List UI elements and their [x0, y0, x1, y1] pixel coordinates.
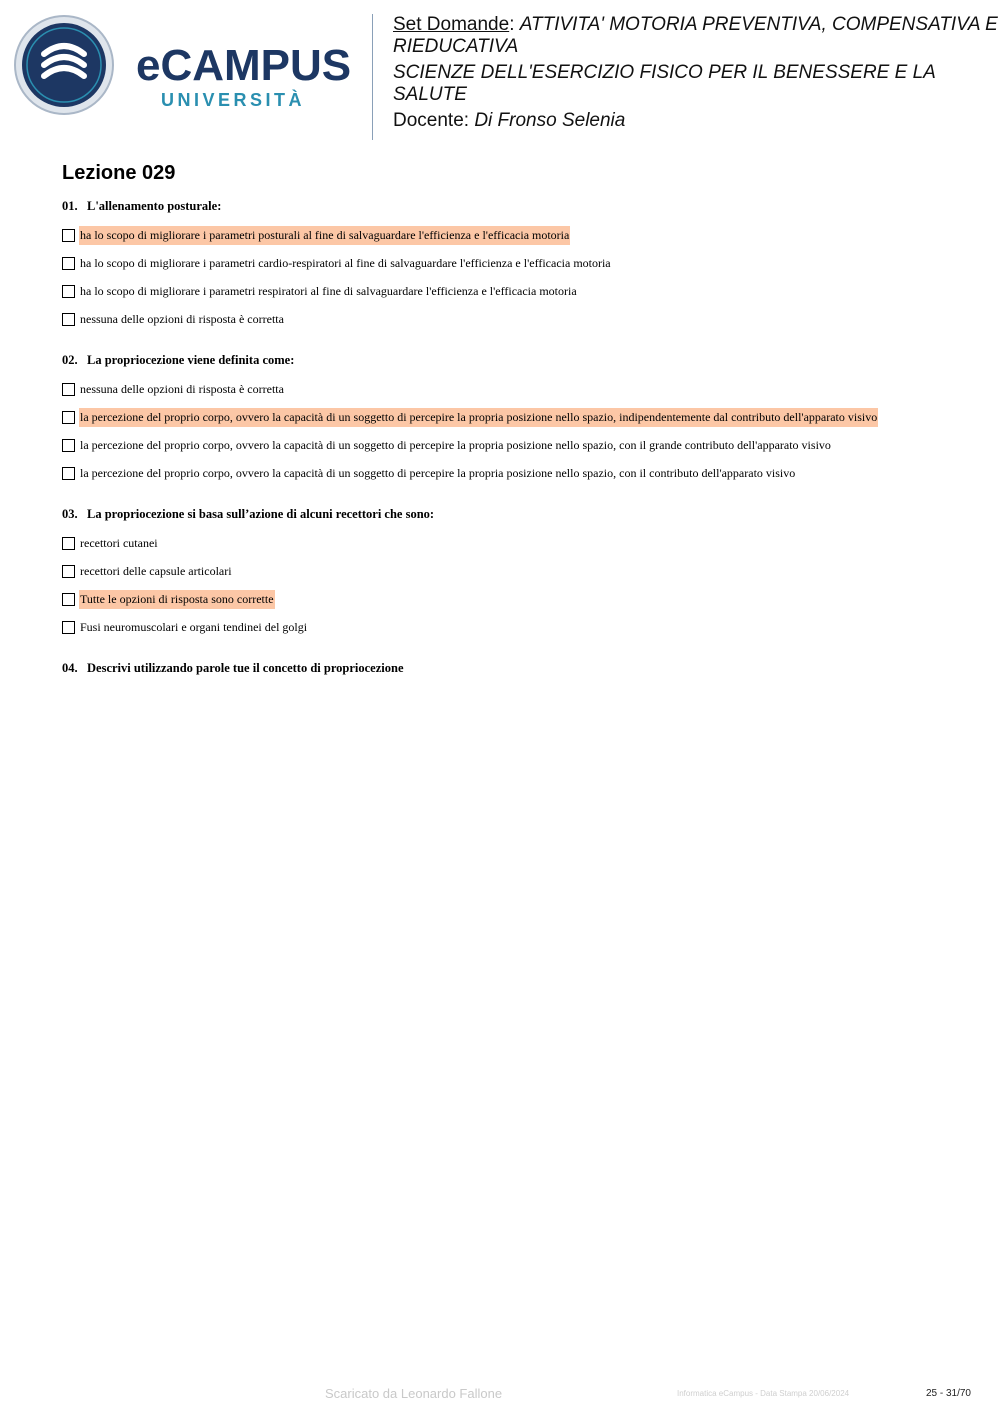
answer-text: nessuna delle opzioni di risposta è corretta: [80, 381, 284, 396]
page-header: [0, 0, 1000, 150]
logo-brand-text: eCAMPUS: [136, 41, 352, 90]
logo-subtitle-text: UNIVERSITÀ: [161, 90, 306, 110]
answer-checkbox[interactable]: [62, 257, 75, 270]
answer-checkbox[interactable]: [62, 467, 75, 480]
question-number: 03.: [62, 507, 78, 521]
answer-text: la percezione del proprio corpo, ovvero la capacità di un soggetto di percepire la propria posizione nello spazio, indipendentemente dal contributo dell'apparato visivo: [79, 408, 878, 427]
footer-download-text: Scaricato da Leonardo Fallone: [325, 1386, 503, 1401]
question-title: [62, 505, 962, 523]
degree-title-line1: SCIENZE DELL'ESERCIZIO FISICO PER IL BENESSERE E LA: [393, 62, 936, 83]
question-text: L'allenamento posturale:: [87, 199, 222, 213]
answer-text: Tutte le opzioni di risposta sono corrette: [79, 590, 275, 609]
answer-text: recettori cutanei: [80, 535, 158, 550]
footer-print-info: Informatica eCampus - Data Stampa 20/06/2024: [677, 1389, 850, 1398]
lesson-title: Lezione 029: [62, 162, 176, 184]
answer-text: la percezione del proprio corpo, ovvero la capacità di un soggetto di percepire la propria posizione nello spazio, con il grande contributo dell'apparato visivo: [80, 437, 831, 452]
question-number: 01.: [62, 199, 78, 213]
page-number: 25 - 31/70: [925, 1388, 971, 1399]
answer-text: la percezione del proprio corpo, ovvero la capacità di un soggetto di percepire la propria posizione nello spazio, con il contributo dell'apparato visivo: [80, 465, 796, 480]
header-divider: [372, 14, 373, 140]
answer-checkbox[interactable]: [62, 439, 75, 452]
question-text: Descrivi utilizzando parole tue il concetto di propriocezione: [87, 661, 404, 675]
answer-checkbox[interactable]: [62, 621, 75, 634]
answer-option: [62, 221, 962, 249]
answer-checkbox[interactable]: [62, 383, 75, 396]
answer-checkbox[interactable]: [62, 537, 75, 550]
course-title-line2: RIEDUCATIVA: [393, 36, 519, 57]
answer-text: ha lo scopo di migliorare i parametri posturali al fine di salvaguardare l'efficienza e l'efficacia motoria: [79, 226, 570, 245]
question-number: 02.: [62, 353, 78, 367]
teacher-name: Di Fronso Selenia: [474, 110, 626, 131]
degree-title-line2: SALUTE: [393, 84, 467, 105]
set-separator: :: [509, 14, 515, 35]
question: [62, 197, 962, 333]
question-text: La propriocezione viene definita come:: [87, 353, 295, 367]
answer-option: [62, 375, 962, 403]
answer-checkbox[interactable]: [62, 593, 75, 606]
teacher-row: [393, 110, 1000, 132]
answer-text: nessuna delle opzioni di risposta è corretta: [80, 311, 284, 326]
answer-checkbox[interactable]: [62, 229, 75, 242]
answer-option: [62, 431, 962, 459]
answer-text: ha lo scopo di migliorare i parametri cardio-respiratori al fine di salvaguardare l'efficienza e l'efficacia motoria: [80, 255, 611, 270]
question-list: [62, 197, 962, 695]
question-number: 04.: [62, 661, 78, 675]
header-info: [393, 14, 1000, 132]
answer-option: [62, 459, 962, 487]
teacher-label: Docente:: [393, 110, 470, 131]
answer-text: Fusi neuromuscolari e organi tendinei del golgi: [80, 619, 308, 634]
answer-option: [62, 403, 962, 431]
course-row: [393, 14, 1000, 36]
question: [62, 351, 962, 487]
answer-option: [62, 249, 962, 277]
answer-option: [62, 305, 962, 333]
question-text: La propriocezione si basa sull’azione di alcuni recettori che sono:: [87, 507, 435, 521]
question-title: [62, 351, 962, 369]
course-title-line1: ATTIVITA' MOTORIA PREVENTIVA, COMPENSATIVA E: [519, 14, 998, 35]
answer-option: [62, 529, 962, 557]
question-title: [62, 197, 962, 215]
answer-checkbox[interactable]: [62, 285, 75, 298]
answer-text: ha lo scopo di migliorare i parametri respiratori al fine di salvaguardare l'efficienza e l'efficacia motoria: [80, 283, 577, 298]
answer-text: recettori delle capsule articolari: [80, 563, 232, 578]
answer-option: [62, 613, 962, 641]
question-open: [62, 659, 962, 677]
answer-option: [62, 585, 962, 613]
page-footer: [325, 1386, 975, 1404]
answer-checkbox[interactable]: [62, 565, 75, 578]
answer-checkbox[interactable]: [62, 411, 75, 424]
question-title: [62, 659, 962, 677]
question: [62, 505, 962, 641]
answer-option: [62, 557, 962, 585]
answer-checkbox[interactable]: [62, 313, 75, 326]
answer-option: [62, 277, 962, 305]
ecampus-logo: [14, 14, 359, 116]
set-label: Set Domande: [393, 14, 510, 35]
